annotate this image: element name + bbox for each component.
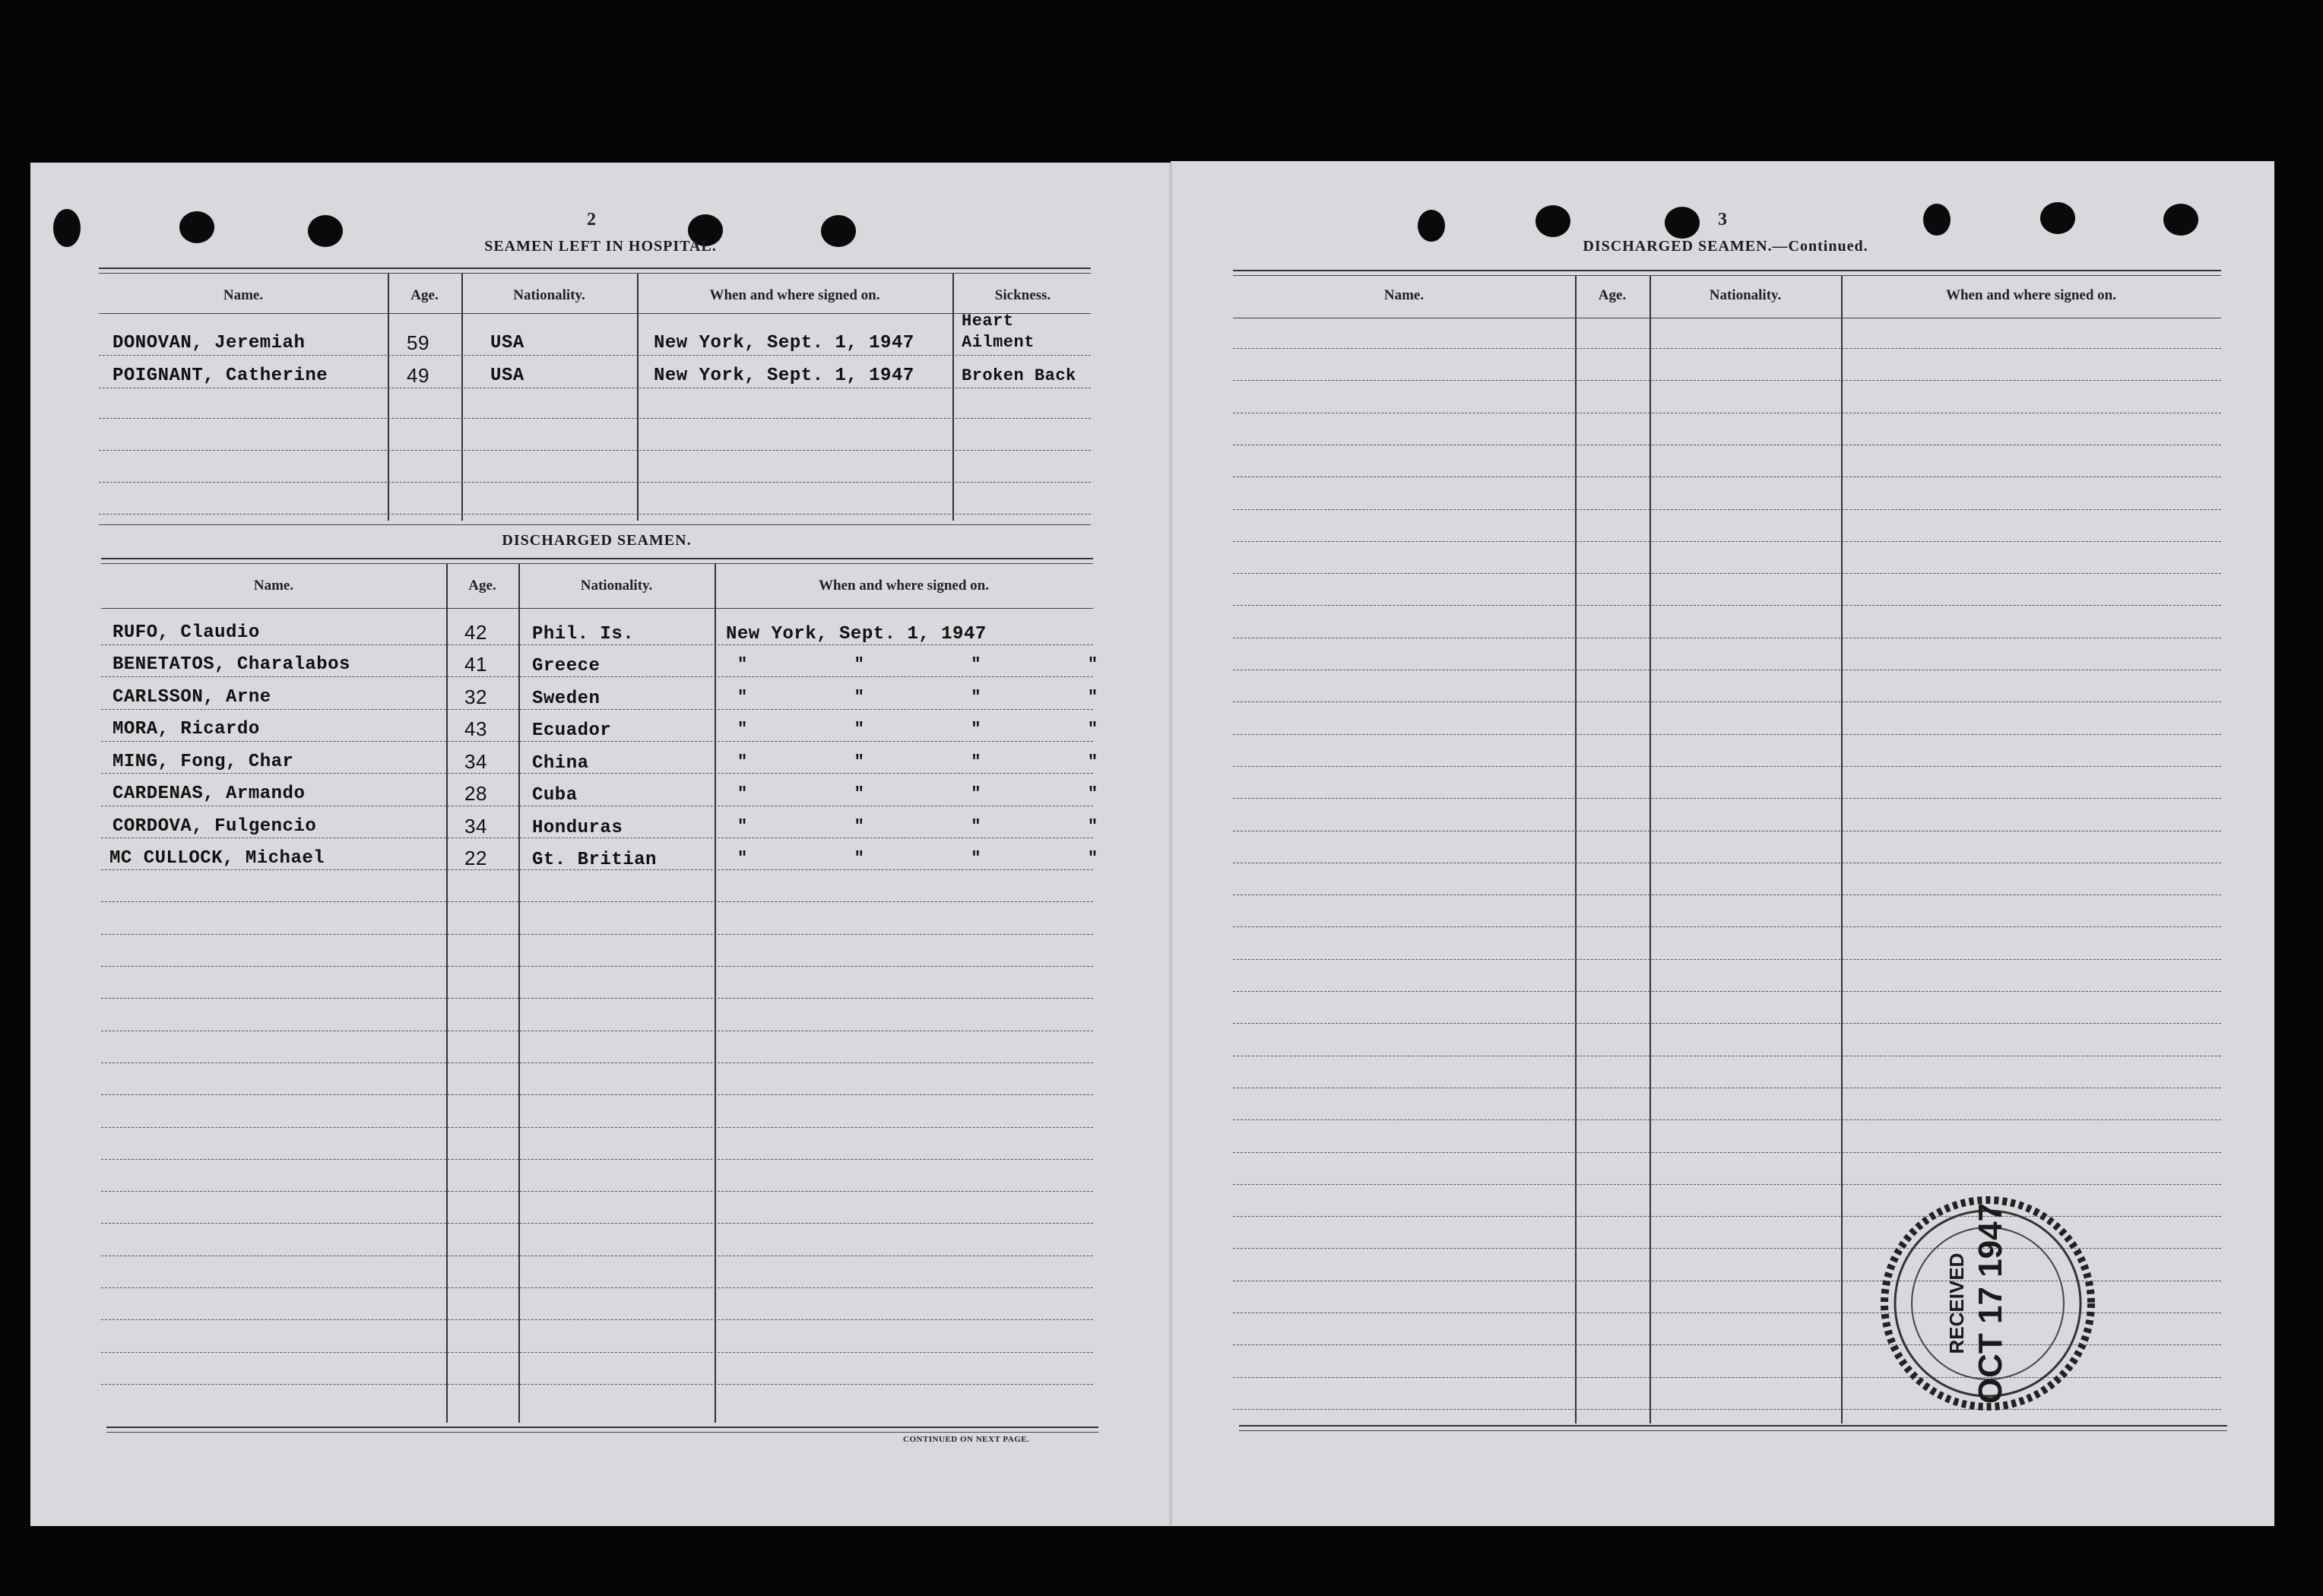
row-line (1233, 1119, 2221, 1120)
seaman-nationality: USA (490, 366, 524, 386)
row-line (1233, 766, 2221, 767)
hospital-col-signed-on: When and where signed on. (709, 287, 880, 303)
seaman-nationality: Honduras (532, 818, 623, 838)
continued-note: CONTINUED ON NEXT PAGE. (903, 1435, 1030, 1444)
discharged-col-age: Age. (468, 578, 496, 594)
row-line (99, 450, 1091, 451)
column-divider (1575, 276, 1577, 1423)
rule (1233, 275, 2221, 276)
row-line (1233, 348, 2221, 349)
rule (99, 268, 1091, 269)
seaman-nationality: Ecuador (532, 720, 612, 741)
seaman-age: 43 (464, 717, 487, 740)
punch-hole (1923, 204, 1951, 236)
column-divider (637, 274, 639, 521)
seaman-name: CORDOVA, Fulgencio (113, 816, 317, 837)
row-line (1233, 1023, 2221, 1024)
discharged-continued-heading: DISCHARGED SEAMEN.—Continued. (1583, 238, 1868, 255)
seaman-name: POIGNANT, Catherine (113, 366, 328, 386)
punch-hole (1665, 207, 1700, 239)
ditto-marks: " " " " (737, 752, 1127, 771)
row-line (1233, 734, 2221, 735)
column-divider (388, 274, 389, 521)
row-line (1233, 1152, 2221, 1153)
row-line (101, 998, 1093, 999)
punch-hole (2163, 204, 2198, 236)
seaman-signed-on: New York, Sept. 1, 1947 (726, 624, 987, 644)
rule (106, 1427, 1098, 1428)
continued-col-signed-on: When and where signed on. (1945, 287, 2116, 303)
row-line (1233, 573, 2221, 574)
ditto-marks: " " " " (737, 849, 1127, 868)
right-page-number: 3 (1718, 210, 1727, 230)
seaman-nationality: USA (490, 333, 524, 353)
discharged-col-name: Name. (253, 578, 294, 594)
rule (99, 524, 1091, 525)
ditto-marks: " " " " (737, 720, 1127, 739)
punch-hole (1535, 205, 1570, 237)
row-line (101, 644, 1093, 645)
row-line (1233, 701, 2221, 702)
ditto-marks: " " " " (737, 688, 1127, 707)
page-spine (1169, 163, 1172, 1526)
seaman-age: 32 (464, 686, 487, 708)
rule (101, 558, 1093, 559)
seaman-name: MING, Fong, Char (113, 752, 294, 772)
rule (1239, 1425, 2227, 1427)
discharged-heading: DISCHARGED SEAMEN. (502, 532, 692, 549)
ditto-marks: " " " " (737, 784, 1127, 803)
seaman-sickness: Broken Back (962, 366, 1076, 385)
rule (1239, 1430, 2227, 1431)
stamp-received: RECEIVED (1945, 1252, 1968, 1354)
hospital-col-nationality: Nationality. (513, 287, 585, 303)
punch-hole (1418, 210, 1445, 242)
row-line (101, 676, 1093, 677)
row-line (1233, 509, 2221, 510)
row-line (99, 514, 1091, 515)
row-line (1233, 605, 2221, 606)
punch-hole (53, 209, 81, 247)
hospital-heading: SEAMEN LEFT IN HOSPITAL. (484, 238, 717, 255)
hospital-col-age: Age. (410, 287, 439, 303)
column-divider (1650, 276, 1651, 1423)
row-line (101, 934, 1093, 935)
row-line (99, 355, 1091, 356)
column-divider (952, 274, 954, 521)
row-line (101, 1287, 1093, 1288)
row-line (1233, 541, 2221, 542)
seaman-age: 59 (407, 331, 429, 354)
seaman-name: DONOVAN, Jeremiah (113, 333, 306, 353)
row-line (101, 773, 1093, 774)
column-divider (1841, 276, 1843, 1423)
row-line (1233, 959, 2221, 960)
rule (101, 608, 1093, 609)
row-line (101, 1159, 1093, 1160)
row-line (1233, 798, 2221, 799)
seaman-nationality: Greece (532, 656, 601, 676)
punch-hole (821, 215, 856, 247)
rule (99, 313, 1091, 314)
row-line (99, 482, 1091, 483)
column-divider (461, 274, 463, 521)
seaman-age: 41 (464, 653, 487, 676)
row-line (101, 1094, 1093, 1095)
row-line (1233, 991, 2221, 992)
row-line (101, 901, 1093, 902)
discharged-col-nationality: Nationality. (580, 578, 653, 594)
continued-col-nationality: Nationality. (1709, 287, 1782, 303)
seaman-nationality: Cuba (532, 785, 578, 806)
rule (101, 563, 1093, 564)
discharged-col-signed-on: When and where signed on. (818, 578, 989, 594)
stamp-date: OCT 17 1947 (1972, 1202, 2009, 1404)
ditto-marks: " " " " (737, 655, 1127, 674)
punch-hole (179, 211, 214, 243)
seaman-sickness: Heart (962, 312, 1014, 331)
row-line (101, 1384, 1093, 1385)
row-line (101, 741, 1093, 742)
hospital-col-name: Name. (223, 287, 264, 303)
seaman-nationality: China (532, 753, 589, 774)
seaman-name: CARDENAS, Armando (113, 784, 306, 804)
row-line (101, 1191, 1093, 1192)
seaman-signed-on: New York, Sept. 1, 1947 (654, 333, 914, 353)
row-line (1233, 926, 2221, 927)
seaman-name: MORA, Ricardo (113, 719, 260, 739)
received-stamp (1866, 1189, 2109, 1417)
row-line (101, 1062, 1093, 1063)
row-line (101, 1127, 1093, 1128)
hospital-col-sickness: Sickness. (994, 287, 1051, 303)
column-divider (518, 564, 520, 1423)
seaman-nationality: Gt. Britian (532, 850, 657, 870)
row-line (101, 966, 1093, 967)
seaman-age: 49 (407, 364, 429, 387)
seaman-age: 22 (464, 847, 487, 869)
seaman-age: 42 (464, 621, 487, 644)
row-line (99, 418, 1091, 419)
seaman-sickness: Ailment (962, 333, 1035, 352)
continued-col-name: Name. (1383, 287, 1425, 303)
seaman-age: 34 (464, 815, 487, 838)
row-line (101, 1319, 1093, 1320)
continued-col-age: Age. (1598, 287, 1627, 303)
seaman-name: RUFO, Claudio (113, 622, 260, 643)
row-line (101, 1352, 1093, 1353)
seaman-nationality: Sweden (532, 689, 601, 709)
row-line (1233, 1184, 2221, 1185)
seaman-name: MC CULLOCK, Michael (109, 848, 325, 869)
left-page-number: 2 (587, 210, 596, 230)
rule (106, 1432, 1098, 1433)
punch-hole (2040, 202, 2075, 234)
rule (99, 273, 1091, 274)
row-line (1233, 380, 2221, 381)
rule (1233, 270, 2221, 271)
seaman-nationality: Phil. Is. (532, 624, 635, 644)
seaman-name: BENETATOS, Charalabos (113, 654, 350, 675)
punch-hole (308, 215, 343, 247)
seaman-name: CARLSSON, Arne (113, 687, 271, 708)
column-divider (715, 564, 716, 1423)
seaman-signed-on: New York, Sept. 1, 1947 (654, 366, 914, 386)
seaman-age: 28 (464, 782, 487, 805)
ditto-marks: " " " " (737, 817, 1127, 836)
row-line (101, 1223, 1093, 1224)
column-divider (446, 564, 448, 1423)
seaman-age: 34 (464, 750, 487, 773)
